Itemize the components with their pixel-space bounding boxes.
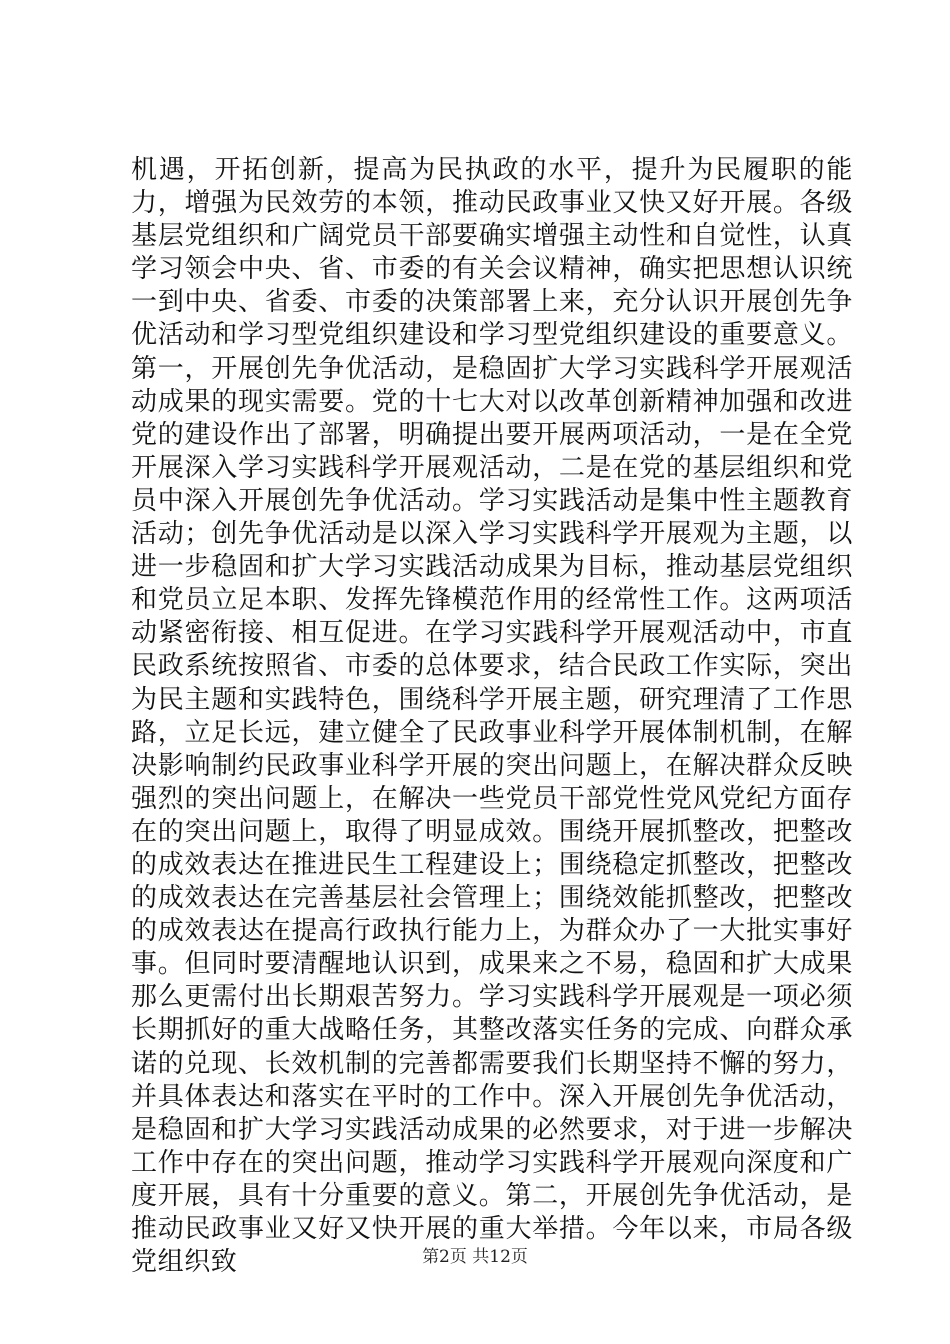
page-number-footer: 第2页 共12页 bbox=[422, 1247, 528, 1267]
body-paragraph: 机遇，开拓创新，提高为民执政的水平，提升为民履职的能力，增强为民效劳的本领，推动民政事业又快又好开展。各级基层党组织和广阔党员干部要确实增强主动性和自觉性，认真学习领会中央、省、市委的有关会议精神，确实把思想认识统一到中央、省委、市委的决策部署上来，充分认识开展创先争优活动和学习型党组织建设和学习型党组织建设的重要意义。第一，开展创先争优活动，是稳固扩大学习实践科学开展观活动成果的现实需要。党的十七大对以改革创新精神加强和改进党的建设作出了部署，明确提出要开展两项活动，一是在全党开展深入学习实践科学开展观活动，二是在党的基层组织和党员中深入开展创先争优活动。学习实践活动是集中性主题教育活动；创先争优活动是以深入学习实践科学开展观为主题，以进一步稳固和扩大学习实践活动成果为目标，推动基层党组织和党员立足本职、发挥先锋模范作用的经常性工作。这两项活动紧密衔接、相互促进。在学习实践科学开展观活动中，市直民政系统按照省、市委的总体要求，结合民政工作实际，突出为民主题和实践特色，围绕科学开展主题，研究理清了工作思路，立足长远，建立健全了民政事业科学开展体制机制，在解决影响制约民政事业科学开展的突出问题上，在解决群众反映强烈的突出问题上，在解决一些党员干部党性党风党纪方面存在的突出问题上，取得了明显成效。围绕开展抓整改，把整改的成效表达在推进民生工程建设上；围绕稳定抓整改，把整改的成效表达在完善基层社会管理上；围绕效能抓整改，把整改的成效表达在提高行政执行能力上，为群众办了一大批实事好事。但同时要清醒地认识到，成果来之不易，稳固和扩大成果那么更需付出长期艰苦努力。学习实践科学开展观是一项必须长期抓好的重大战略任务，其整改落实任务的完成、向群众承诺的兑现、长效机制的完善都需要我们长期坚持不懈的努力，并具体表达和落实在平时的工作中。深入开展创先争优活动，是稳固和扩大学习实践活动成果的必然要求，对于进一步解决工作中存在的突出问题，推动学习实践科学开展观向深度和广度开展，具有十分重要的意义。第二，开展创先争优活动，是推动民政事业又好又快开展的重大举措。今年以来，市局各级党组织致 bbox=[131, 155, 853, 1278]
